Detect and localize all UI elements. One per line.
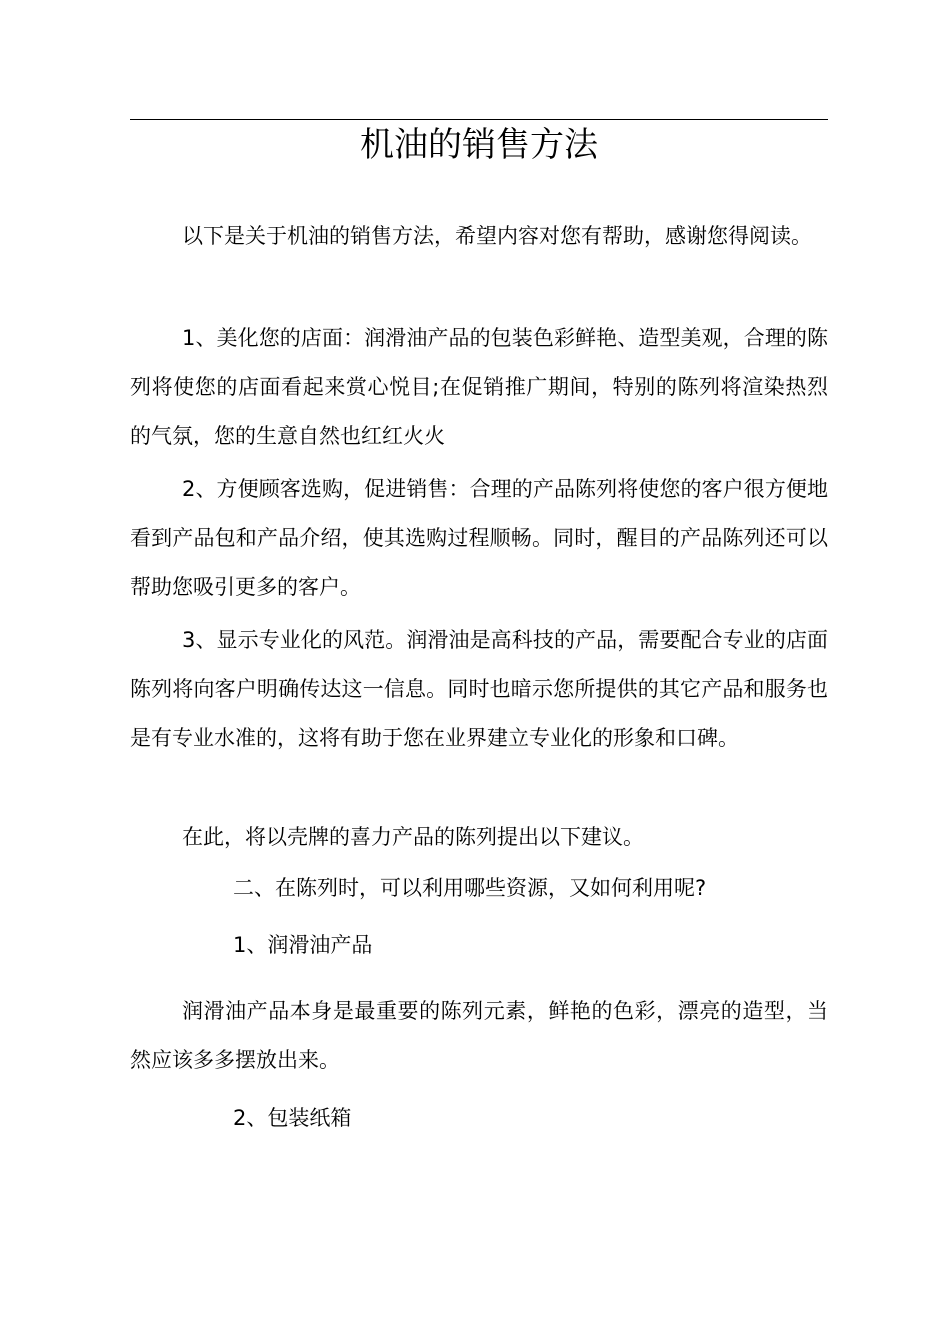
header-rule [130,119,828,120]
subsection-2-heading: 2、包装纸箱 [233,1106,352,1130]
subsection-1-paragraph: 润滑油产品本身是最重要的陈列元素，鲜艳的色彩，漂亮的造型，当然应该多多摆放出来。 [130,999,828,1072]
document-title: 机油的销售方法 [360,125,598,165]
subsection-1-heading: 1、润滑油产品 [233,933,373,957]
item-paragraph-3: 3、显示专业化的风范。润滑油是高科技的产品，需要配合专业的店面陈列将向客户明确传达这一信息。同时也暗示您所提供的其它产品和服务也是有专业水准的，这将有助于您在业界建立专业化的形象和口碑。 [130,628,828,750]
section-2-heading: 二、在陈列时，可以利用哪些资源，又如何利用呢? [233,876,707,900]
item-paragraph-1: 1、美化您的店面：润滑油产品的包装色彩鲜艳、造型美观，合理的陈列将使您的店面看起来赏心悦目;在促销推广期间，特别的陈列将渲染热烈的气氛，您的生意自然也红红火火 [130,326,828,448]
item-paragraph-2: 2、方便顾客选购，促进销售：合理的产品陈列将使您的客户很方便地看到产品包和产品介绍，使其选购过程顺畅。同时，醒目的产品陈列还可以帮助您吸引更多的客户。 [130,477,828,599]
conclusion-paragraph: 在此，将以壳牌的喜力产品的陈列提出以下建议。 [182,825,644,849]
intro-paragraph: 以下是关于机油的销售方法，希望内容对您有帮助，感谢您得阅读。 [182,224,812,248]
